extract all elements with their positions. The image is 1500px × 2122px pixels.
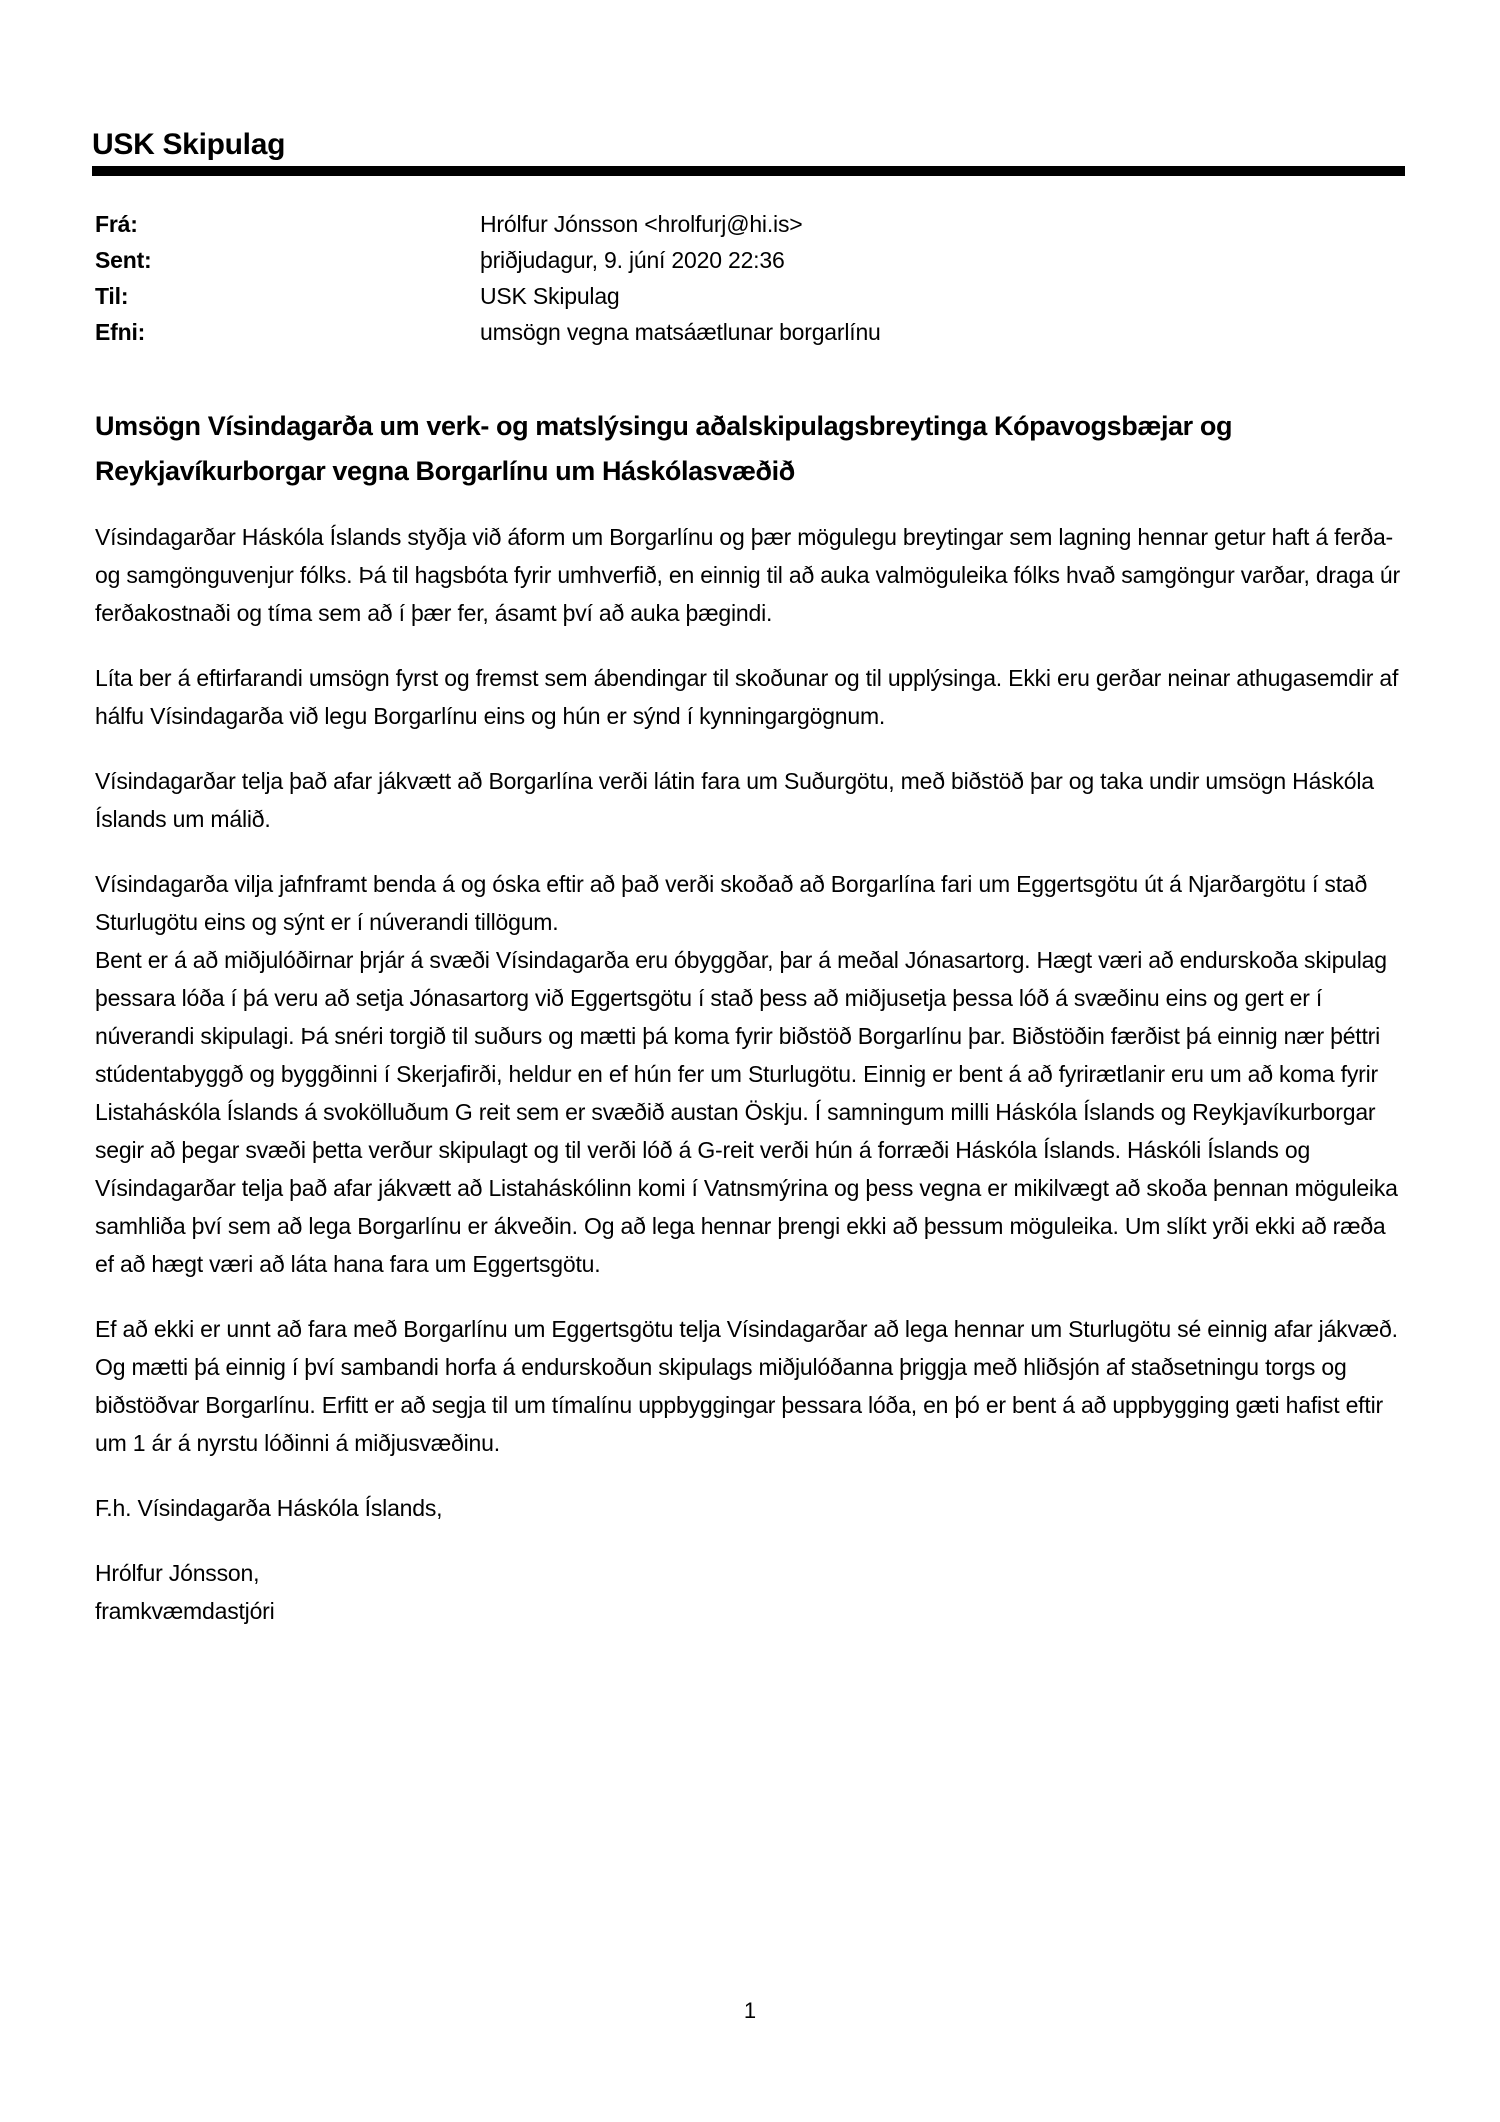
email-body bbox=[95, 518, 1405, 1630]
paragraph-3: Vísindagarðar telja það afar jákvætt að Borgarlína verði látin fara um Suðurgötu, með biðstöð þar og taka undir umsögn Háskóla Íslands um málið. bbox=[95, 768, 1374, 832]
signature-role: framkvæmdastjóri bbox=[95, 1598, 275, 1624]
signature-name: Hrólfur Jónsson, bbox=[95, 1560, 260, 1586]
header-row-sent bbox=[95, 242, 1405, 278]
paragraph-4: Vísindagarða vilja jafnframt benda á og óska eftir að það verði skoðað að Borgarlína fari um Eggertsgötu út á Njarðargötu í stað Sturlugötu eins og sýnt er í núverandi tillögum. bbox=[95, 871, 1368, 935]
subject-value: umsögn vegna matsáætlunar borgarlínu bbox=[480, 319, 881, 345]
from-label: Frá: bbox=[95, 211, 138, 237]
page-title: USK Skipulag bbox=[92, 128, 286, 161]
signature-closing: F.h. Vísindagarða Háskóla Íslands, bbox=[95, 1495, 443, 1521]
subject-heading: Umsögn Vísindagarða um verk- og matslýsingu aðalskipulagsbreytinga Kópavogsbæjar og Reykjavíkurborgar vegna Borgarlínu um Háskólasvæðið bbox=[95, 411, 1233, 486]
header-row-from bbox=[95, 206, 1405, 242]
header-row-to bbox=[95, 278, 1405, 314]
page-number: 1 bbox=[743, 1998, 757, 2023]
paragraph-2: Líta ber á eftirfarandi umsögn fyrst og fremst sem ábendingar til skoðunar og til upplýsinga. Ekki eru gerðar neinar athugasemdir af hálfu Vísindagarða við legu Borgarlínu eins og hún er sýnd í kynningargögnum. bbox=[95, 665, 1399, 729]
sent-value: þriðjudagur, 9. júní 2020 22:36 bbox=[480, 247, 785, 273]
sent-label: Sent: bbox=[95, 247, 152, 273]
to-label: Til: bbox=[95, 283, 129, 309]
from-value: Hrólfur Jónsson <hrolfurj@hi.is> bbox=[480, 211, 803, 237]
subject-label: Efni: bbox=[95, 319, 146, 345]
to-value: USK Skipulag bbox=[480, 283, 620, 309]
paragraph-5: Bent er á að miðjulóðirnar þrjár á svæði Vísindagarða eru óbyggðar, þar á meðal Jónasartorg. Hægt væri að endurskoða skipulag þessara lóða í þá veru að setja Jónasartorg við Eggertsgötu í stað þess að miðjusetja þessa lóð á svæðinu eins og gert er í núverandi skipulagi. Þá snéri torgið til suðurs og mætti þá koma fyrir biðstöð Borgarlínu þar. Biðstöðin færðist þá einnig nær þéttri stúdentabyggð og byggðinni í Skerjafirði, heldur en ef hún fer um Sturlugötu. Einnig er bent á að fyrirætlanir eru um að koma fyrir Listaháskóla Íslands á svokölluðum G reit sem er svæðið austan Öskju. Í samningum milli Háskóla Íslands og Reykjavíkurborgar segir að þegar svæði þetta verður skipulagt og til verði lóð á G-reit verði hún á forræði Háskóla Íslands. Háskóli Íslands og Vísindagarðar telja það afar jákvætt að Listaháskólinn komi í Vatnsmýrina og þess vegna er mikilvægt að skoða þennan möguleika samhliða því sem að lega Borgarlínu er ákveðin. Og að lega hennar þrengi ekki að þessum möguleika. Um slíkt yrði ekki að ræða ef að hægt væri að láta hana fara um Eggertsgötu. bbox=[95, 947, 1398, 1277]
paragraph-6: Ef að ekki er unnt að fara með Borgarlínu um Eggertsgötu telja Vísindagarðar að lega hennar um Sturlugötu sé einnig afar jákvæð. Og mætti þá einnig í því sambandi horfa á endurskoðun skipulags miðjulóðanna þriggja með hliðsjón af staðsetningu torgs og biðstöðvar Borgarlínu. Erfitt er að segja til um tímalínu uppbyggingar þessara lóða, en þó er bent á að uppbygging gæti hafist eftir um 1 ár á nyrstu lóðinni á miðjusvæðinu. bbox=[95, 1316, 1398, 1456]
header-row-subject bbox=[95, 314, 1405, 350]
paragraph-1: Vísindagarðar Háskóla Íslands styðja við áform um Borgarlínu og þær mögulegu breytingar sem lagning hennar getur haft á ferða- og samgönguvenjur fólks. Þá til hagsbóta fyrir umhverfið, en einnig til að auka valmöguleika fólks hvað samgöngur varðar, draga úr ferðakostnaði og tíma sem að í þær fer, ásamt því að auka þægindi. bbox=[95, 524, 1400, 626]
title-rule bbox=[92, 166, 1405, 176]
email-header-fields bbox=[95, 206, 1405, 350]
